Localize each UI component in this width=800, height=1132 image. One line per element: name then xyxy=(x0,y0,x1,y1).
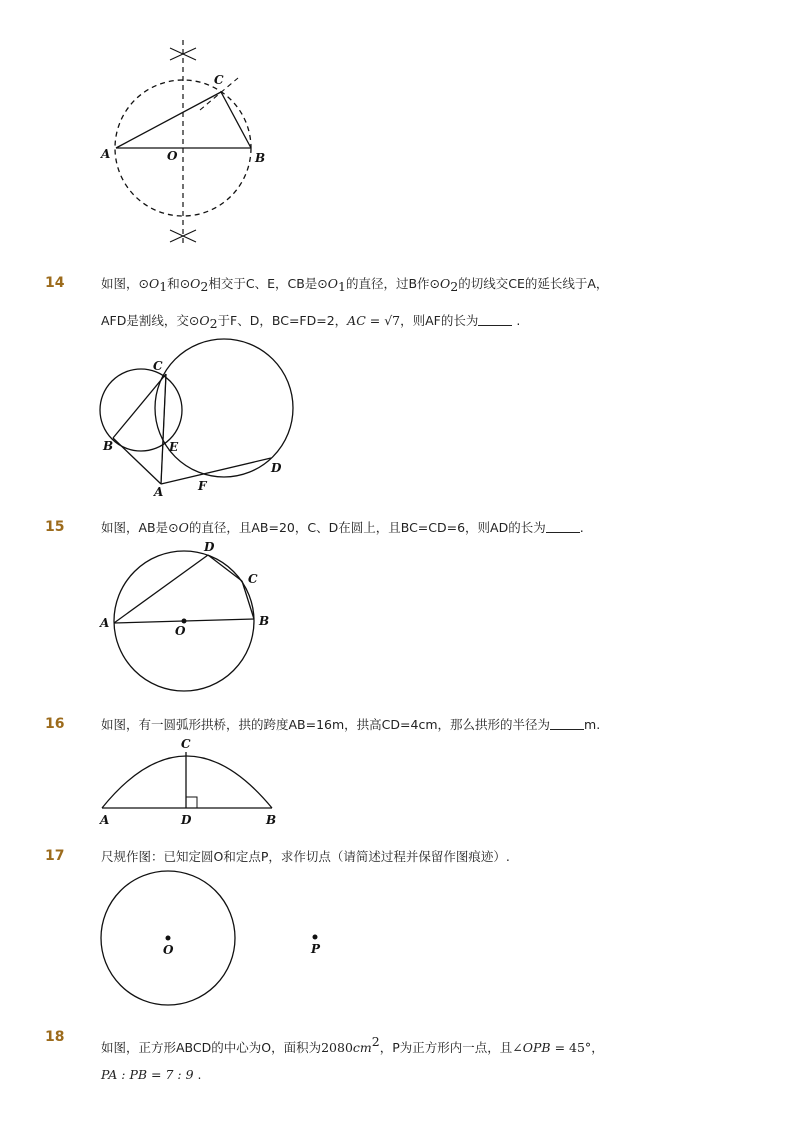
question-18-line-1: 如图，正方形ABCD的中心为O，面积为$2080cm^2$，P为正方形内一点，且∠OPB = 45°， xyxy=(101,1034,604,1055)
question-15-text: 如图，AB是⊙O的直径，且AB=20，C、D在圆上，且BC=CD=6，则AD的长为 . xyxy=(101,520,584,535)
center-dot xyxy=(182,619,187,624)
segment-CB xyxy=(221,92,251,148)
question-18-line-2: PA : PB = 7 : 9 . xyxy=(101,1067,202,1082)
right-angle-mark xyxy=(186,797,197,808)
question-14-line-1: 如图，$⊙O_1$和$⊙O_2$相交于C、E，CB是$⊙O_1$的直径，过B作$⊙O_2$的切线交CE的延长线于A， xyxy=(101,276,609,294)
segment-DC xyxy=(208,555,242,581)
question-16-figure xyxy=(0,732,800,832)
label-O: O xyxy=(167,149,178,163)
question-16-number: 16 xyxy=(45,716,65,732)
circle-O2 xyxy=(155,339,293,477)
label-B: B xyxy=(103,439,114,453)
label-A: A xyxy=(100,813,110,827)
segment-AC xyxy=(116,92,221,148)
segment-AD xyxy=(161,458,271,484)
label-O: O xyxy=(175,624,186,638)
label-C: C xyxy=(214,73,224,87)
question-17-number: 17 xyxy=(45,848,65,864)
question-14-number: 14 xyxy=(45,275,65,291)
top-construction-figure xyxy=(0,0,800,260)
label-D: D xyxy=(204,540,215,554)
segment-CF xyxy=(161,374,166,484)
label-P: P xyxy=(311,942,321,956)
label-B: B xyxy=(255,151,266,165)
label-D: D xyxy=(181,813,192,827)
segment-CB xyxy=(242,581,254,619)
label-A: A xyxy=(100,616,110,630)
label-F: F xyxy=(198,479,207,493)
question-16-text: 如图，有一圆弧形拱桥，拱的跨度AB=16m，拱高CD=4cm，那么拱形的半径为 m. xyxy=(101,717,601,732)
question-15-figure xyxy=(0,535,800,695)
label-A: A xyxy=(101,147,111,161)
label-A: A xyxy=(154,485,164,499)
question-14-figure xyxy=(0,330,800,500)
answer-blank-14[interactable] xyxy=(478,313,512,326)
label-C: C xyxy=(181,737,191,751)
label-B: B xyxy=(259,614,270,628)
label-O: O xyxy=(163,943,174,957)
label-D: D xyxy=(271,461,282,475)
question-15-number: 15 xyxy=(45,519,65,535)
label-E: E xyxy=(169,440,179,454)
label-C: C xyxy=(248,572,258,586)
question-18-number: 18 xyxy=(45,1029,65,1045)
answer-blank-16[interactable] xyxy=(550,717,584,730)
question-14-line-2: AFD是割线，交$⊙O_2$于F、D，BC=FD=2，AC = √7，则AF的长为 . xyxy=(101,313,521,331)
label-C: C xyxy=(153,359,163,373)
arch-arc xyxy=(102,756,272,808)
point-P xyxy=(313,935,318,940)
segment-BA xyxy=(113,438,161,484)
question-17-figure xyxy=(0,866,800,1016)
center-dot-O xyxy=(166,936,171,941)
question-17-text: 尺规作图：已知定圆O和定点P，求作切点（请简述过程并保留作图痕迹）. xyxy=(101,849,510,864)
label-B: B xyxy=(266,813,277,827)
segment-AD xyxy=(114,555,208,623)
answer-blank-15[interactable] xyxy=(546,520,580,533)
